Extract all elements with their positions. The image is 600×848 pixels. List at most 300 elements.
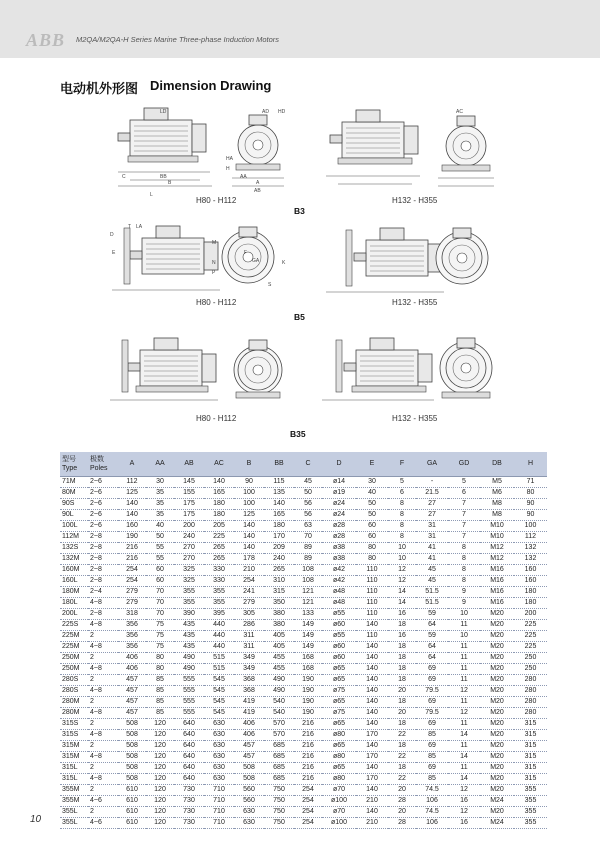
dimension-cell: M16: [480, 564, 514, 575]
dimension-cell: 165: [264, 509, 294, 520]
series-title: M2QA/M2QA-H Series Marine Three-phase Induction Motors: [76, 35, 279, 44]
dimension-cell: ø55: [322, 630, 356, 641]
dimension-cell: 60: [356, 520, 388, 531]
dimension-cell: 279: [234, 597, 264, 608]
dimension-cell: 60: [146, 575, 174, 586]
type-cell: 315S: [60, 718, 88, 729]
dim-d: D: [110, 232, 114, 238]
dimension-cell: 20: [388, 784, 416, 795]
config-label-b35: B35: [290, 429, 306, 439]
dimension-cell: 170: [356, 729, 388, 740]
dimension-cell: 14: [448, 773, 480, 784]
dimension-cell: 190: [294, 696, 322, 707]
poles-cell: 4~8: [88, 663, 118, 674]
b35-end-small: [234, 340, 282, 398]
dimension-cell: 730: [174, 817, 204, 828]
dimension-cell: 168: [294, 652, 322, 663]
column-header-en: GD: [458, 460, 470, 468]
dimension-cell: 11: [448, 762, 480, 773]
dimension-cell: 545: [204, 674, 234, 685]
dimension-cell: 710: [204, 817, 234, 828]
poles-cell: 2: [88, 718, 118, 729]
poles-cell: 2: [88, 806, 118, 817]
dimension-cell: 435: [174, 619, 204, 630]
dimension-cell: 110: [356, 586, 388, 597]
dimension-cell: 22: [388, 751, 416, 762]
dimension-cell: 100: [234, 498, 264, 509]
dimension-cell: 8: [448, 542, 480, 553]
dimension-cell: 7: [448, 498, 480, 509]
b35-side-small: [110, 338, 218, 400]
dimension-cell: 31: [416, 531, 448, 542]
dimension-cell: 210: [356, 817, 388, 828]
dimension-cell: 30: [146, 476, 174, 487]
dimension-cell: 270: [174, 553, 204, 564]
column-header-en: GA: [426, 460, 438, 468]
dimension-cell: 355: [204, 586, 234, 597]
dimension-cell: 50: [356, 498, 388, 509]
dimension-cell: 395: [204, 608, 234, 619]
type-cell: 71M: [60, 476, 88, 487]
poles-cell: 2: [88, 674, 118, 685]
dimension-cell: 160: [514, 575, 547, 586]
dimension-cell: 85: [416, 729, 448, 740]
dimension-cell: 560: [234, 795, 264, 806]
dimension-cell: 175: [174, 509, 204, 520]
poles-cell: 2: [88, 740, 118, 751]
table-row: [60, 685, 547, 696]
dimension-cell: 545: [204, 707, 234, 718]
type-cell: 280M: [60, 707, 88, 718]
dimension-cell: 355: [204, 597, 234, 608]
dimension-cell: 35: [146, 487, 174, 498]
dimension-cell: 69: [416, 762, 448, 773]
dimension-table: [60, 452, 547, 829]
dimension-cell: 120: [146, 817, 174, 828]
column-header: [294, 452, 322, 476]
dimension-cell: 640: [174, 773, 204, 784]
dimension-cell: 90: [514, 498, 547, 509]
dimension-cell: 630: [234, 806, 264, 817]
dimension-cell: 11: [448, 641, 480, 652]
dimension-cell: 108: [294, 564, 322, 575]
type-cell: 315L: [60, 773, 88, 784]
dimension-cell: 318: [118, 608, 146, 619]
dimension-cell: 457: [234, 751, 264, 762]
dimension-cell: ø65: [322, 740, 356, 751]
type-cell: 225M: [60, 641, 88, 652]
dimension-cell: ø60: [322, 619, 356, 630]
dimension-cell: 11: [448, 740, 480, 751]
type-cell: 250M: [60, 652, 88, 663]
dimension-cell: 85: [146, 674, 174, 685]
column-header-en: Poles: [90, 464, 108, 472]
dimension-cell: 11: [448, 674, 480, 685]
dimension-cell: 216: [118, 553, 146, 564]
dimension-cell: ø100: [322, 795, 356, 806]
dimension-cell: 50: [146, 531, 174, 542]
dimension-cell: 140: [264, 498, 294, 509]
dimension-cell: 390: [174, 608, 204, 619]
dimension-cell: 11: [448, 718, 480, 729]
dimension-cell: 100: [514, 520, 547, 531]
dim-ac: AC: [456, 109, 463, 115]
dimension-cell: 69: [416, 696, 448, 707]
dimension-cell: 74.5: [416, 806, 448, 817]
config-label-b3: B3: [294, 206, 305, 216]
dimension-cell: 18: [388, 663, 416, 674]
dimension-cell: 85: [146, 707, 174, 718]
dimension-cell: 56: [294, 509, 322, 520]
section-title-cn: 电动机外形图: [60, 82, 139, 97]
dimension-cell: 180: [204, 498, 234, 509]
dimension-cell: 140: [356, 740, 388, 751]
dimension-cell: 8: [448, 575, 480, 586]
dimension-cell: 12: [448, 784, 480, 795]
dimension-cell: 356: [118, 641, 146, 652]
dim-la: LA: [136, 224, 143, 230]
poles-cell: 2~8: [88, 542, 118, 553]
dimension-cell: 254: [294, 806, 322, 817]
dim-ha: HA: [226, 156, 233, 162]
dimension-cell: ø65: [322, 762, 356, 773]
type-cell: 355M: [60, 795, 88, 806]
dimension-cell: 216: [294, 718, 322, 729]
dimension-cell: 125: [118, 487, 146, 498]
dimension-cell: 180: [514, 597, 547, 608]
dim-m: M: [212, 240, 217, 246]
dim-f: F: [244, 250, 248, 256]
dimension-cell: 750: [264, 795, 294, 806]
dimension-cell: 18: [388, 641, 416, 652]
dimension-cell: 435: [174, 630, 204, 641]
dimension-cell: 8: [448, 553, 480, 564]
dimension-cell: 640: [174, 718, 204, 729]
table-row: [60, 740, 547, 751]
dimension-cell: 380: [264, 608, 294, 619]
dimension-cell: 406: [118, 663, 146, 674]
type-cell: 355M: [60, 784, 88, 795]
dimension-cell: M20: [480, 751, 514, 762]
dimension-cell: 16: [388, 630, 416, 641]
dimension-cell: 8: [448, 564, 480, 575]
dimension-cell: ø48: [322, 597, 356, 608]
dimension-cell: ø55: [322, 608, 356, 619]
dimension-cell: 685: [264, 773, 294, 784]
dimension-cell: 55: [146, 553, 174, 564]
dimension-cell: 12: [448, 707, 480, 718]
type-cell: 225S: [60, 619, 88, 630]
dimension-cell: 20: [388, 806, 416, 817]
dimension-cell: 80: [146, 652, 174, 663]
dimension-cell: M20: [480, 784, 514, 795]
dimension-cell: M20: [480, 707, 514, 718]
dimension-cell: 630: [234, 817, 264, 828]
dimension-cell: 80: [514, 487, 547, 498]
dimension-cell: 132: [514, 542, 547, 553]
dim-b: B: [168, 180, 172, 186]
dimension-cell: M16: [480, 597, 514, 608]
dimension-cell: 30: [356, 476, 388, 487]
dimension-cell: 75: [146, 630, 174, 641]
dimension-cell: ø42: [322, 575, 356, 586]
poles-cell: 2~8: [88, 531, 118, 542]
column-header-en: B: [246, 460, 252, 468]
dim-t: T: [128, 224, 132, 230]
dimension-cell: 35: [146, 509, 174, 520]
dimension-cell: 265: [204, 553, 234, 564]
column-header: [356, 452, 388, 476]
b3-end-large: [438, 116, 494, 186]
dimension-cell: 121: [294, 586, 322, 597]
type-cell: 355L: [60, 806, 88, 817]
dimension-cell: M20: [480, 608, 514, 619]
dimension-cell: 305: [234, 608, 264, 619]
dimension-cell: 610: [118, 817, 146, 828]
dimension-cell: 355: [514, 795, 547, 806]
dimension-cell: 210: [234, 564, 264, 575]
dimension-cell: 132: [514, 553, 547, 564]
column-header: [264, 452, 294, 476]
dimension-cell: M16: [480, 586, 514, 597]
dimension-cell: 190: [294, 707, 322, 718]
type-cell: 112M: [60, 531, 88, 542]
dimension-cell: 241: [234, 586, 264, 597]
column-header-cn: 型号: [62, 454, 76, 463]
dimension-cell: 60: [356, 531, 388, 542]
table-header-row: [60, 452, 547, 476]
table-row: [60, 817, 547, 828]
dimension-cell: 280: [514, 685, 547, 696]
dimension-cell: 355: [514, 784, 547, 795]
dimension-cell: 630: [204, 751, 234, 762]
table-row: [60, 751, 547, 762]
table-row: [60, 564, 547, 575]
dimension-cell: 6: [388, 487, 416, 498]
dimension-cell: 254: [294, 817, 322, 828]
table-body: [60, 476, 547, 828]
dimension-cell: 419: [234, 707, 264, 718]
dim-p: P: [212, 270, 216, 276]
dimension-cell: 63: [294, 520, 322, 531]
dimension-cell: 325: [174, 575, 204, 586]
dimension-cell: 315: [514, 762, 547, 773]
dimension-cell: ø42: [322, 564, 356, 575]
poles-cell: 2~6: [88, 520, 118, 531]
dimension-cell: 106: [416, 817, 448, 828]
type-cell: 315M: [60, 740, 88, 751]
dimension-cell: M12: [480, 553, 514, 564]
table-row: [60, 619, 547, 630]
dimension-cell: 31: [416, 520, 448, 531]
dimension-cell: 254: [294, 795, 322, 806]
dimension-cell: 59: [416, 608, 448, 619]
dimension-cell: 106: [416, 795, 448, 806]
dimension-cell: ø75: [322, 707, 356, 718]
dimension-cell: 490: [264, 685, 294, 696]
dimension-cell: M20: [480, 685, 514, 696]
dimension-cell: 69: [416, 674, 448, 685]
column-header: [322, 452, 356, 476]
dimension-cell: 140: [118, 509, 146, 520]
dimension-cell: 85: [146, 696, 174, 707]
dimension-cell: 140: [234, 520, 264, 531]
dimension-cell: 50: [294, 487, 322, 498]
dimension-cell: M5: [480, 476, 514, 487]
dimension-cell: 640: [174, 740, 204, 751]
dimension-cell: ø38: [322, 542, 356, 553]
dimension-cell: 75: [146, 641, 174, 652]
table-row: [60, 773, 547, 784]
dimension-cell: 630: [204, 718, 234, 729]
dimension-cell: 74.5: [416, 784, 448, 795]
dimension-cell: 315: [514, 740, 547, 751]
abb-logo: ABB: [26, 30, 66, 50]
dimension-cell: M20: [480, 663, 514, 674]
dimension-cell: 440: [204, 619, 234, 630]
dimension-cell: 59: [416, 630, 448, 641]
dimension-cell: 18: [388, 696, 416, 707]
dim-s: S: [268, 282, 272, 288]
b35-end-large: [440, 338, 492, 398]
poles-cell: 2: [88, 762, 118, 773]
dimension-cell: 254: [118, 564, 146, 575]
column-header: [416, 452, 448, 476]
type-cell: 225M: [60, 630, 88, 641]
dimension-cell: 455: [264, 652, 294, 663]
dimension-cell: 12: [388, 564, 416, 575]
column-header-en: BB: [274, 460, 284, 468]
table-row: [60, 520, 547, 531]
dimension-cell: 18: [388, 652, 416, 663]
dimension-cell: ø70: [322, 806, 356, 817]
dimension-cell: 120: [146, 751, 174, 762]
dim-ad: AD: [262, 109, 269, 115]
dimension-cell: 630: [204, 740, 234, 751]
dim-ld: LD: [160, 109, 167, 115]
dimension-cell: 40: [356, 487, 388, 498]
dim-hd: HD: [278, 109, 286, 115]
dimension-cell: 115: [264, 476, 294, 487]
dimension-cell: 27: [416, 509, 448, 520]
dimension-cell: 18: [388, 740, 416, 751]
table-row: [60, 597, 547, 608]
column-header-en: AB: [184, 460, 194, 468]
dimension-cell: 630: [204, 762, 234, 773]
dimension-cell: 70: [146, 597, 174, 608]
dimension-cell: 225: [514, 641, 547, 652]
dimension-cell: 265: [204, 542, 234, 553]
dimension-cell: 216: [118, 542, 146, 553]
dimension-cell: 178: [234, 553, 264, 564]
poles-cell: 2~4: [88, 586, 118, 597]
dimension-cell: 5: [448, 476, 480, 487]
column-header-en: AC: [214, 460, 224, 468]
dimension-cell: 555: [174, 696, 204, 707]
column-header: [146, 452, 174, 476]
dimension-cell: 356: [118, 619, 146, 630]
dimension-cell: 190: [294, 674, 322, 685]
table-row: [60, 608, 547, 619]
dimension-cell: 11: [448, 696, 480, 707]
dimension-cell: ø24: [322, 509, 356, 520]
dimension-cell: 80: [146, 663, 174, 674]
b3-side-large: [326, 110, 420, 184]
dimension-cell: 110: [356, 564, 388, 575]
poles-cell: 2: [88, 696, 118, 707]
dimension-cell: 170: [356, 773, 388, 784]
dimension-cell: 200: [174, 520, 204, 531]
dimension-cell: 490: [174, 663, 204, 674]
dimension-cell: ø65: [322, 663, 356, 674]
poles-cell: 2: [88, 630, 118, 641]
dimension-cell: 10: [388, 542, 416, 553]
dimension-cell: 545: [204, 685, 234, 696]
dimension-cell: 12: [448, 806, 480, 817]
dimension-cell: 240: [174, 531, 204, 542]
dimension-cell: M20: [480, 630, 514, 641]
poles-cell: 4~8: [88, 641, 118, 652]
dimension-cell: 630: [204, 773, 234, 784]
dimension-cell: ø80: [322, 773, 356, 784]
dimension-cell: 110: [356, 597, 388, 608]
dim-c: C: [122, 174, 126, 180]
dimension-cell: 64: [416, 641, 448, 652]
poles-cell: 4~8: [88, 729, 118, 740]
table-row: [60, 652, 547, 663]
type-cell: 315M: [60, 751, 88, 762]
dimension-cell: ø75: [322, 685, 356, 696]
b5-end-large: [436, 228, 488, 284]
dimension-cell: 40: [146, 520, 174, 531]
dimension-cell: 254: [234, 575, 264, 586]
dimension-cell: 140: [356, 663, 388, 674]
dimension-cell: 28: [388, 817, 416, 828]
table-row: [60, 729, 547, 740]
dimension-cell: ø19: [322, 487, 356, 498]
dimension-cell: M20: [480, 696, 514, 707]
type-cell: 355L: [60, 817, 88, 828]
dimension-cell: 457: [118, 685, 146, 696]
dimension-cell: 140: [356, 685, 388, 696]
poles-cell: 2~6: [88, 509, 118, 520]
dimension-cell: 16: [388, 608, 416, 619]
dimension-cell: 216: [294, 762, 322, 773]
dimension-cell: 315: [514, 718, 547, 729]
dimension-cell: 79.5: [416, 707, 448, 718]
table-row: [60, 641, 547, 652]
dimension-cell: 18: [388, 718, 416, 729]
dimension-cell: 140: [356, 652, 388, 663]
dimension-cell: 225: [514, 619, 547, 630]
dimension-cell: 140: [118, 498, 146, 509]
dimension-cell: 750: [264, 806, 294, 817]
dimension-cell: 685: [264, 751, 294, 762]
type-cell: 90S: [60, 498, 88, 509]
table-row: [60, 498, 547, 509]
dimension-cell: 110: [356, 575, 388, 586]
dimension-cell: 22: [388, 773, 416, 784]
poles-cell: 2: [88, 784, 118, 795]
dimension-cell: M10: [480, 520, 514, 531]
dim-ga: GA: [252, 258, 260, 264]
dimension-cell: 180: [204, 509, 234, 520]
type-cell: 132M: [60, 553, 88, 564]
table-row: [60, 718, 547, 729]
dim-n: N: [212, 260, 216, 266]
dimension-cell: 270: [174, 542, 204, 553]
b35-side-large: [322, 338, 434, 400]
